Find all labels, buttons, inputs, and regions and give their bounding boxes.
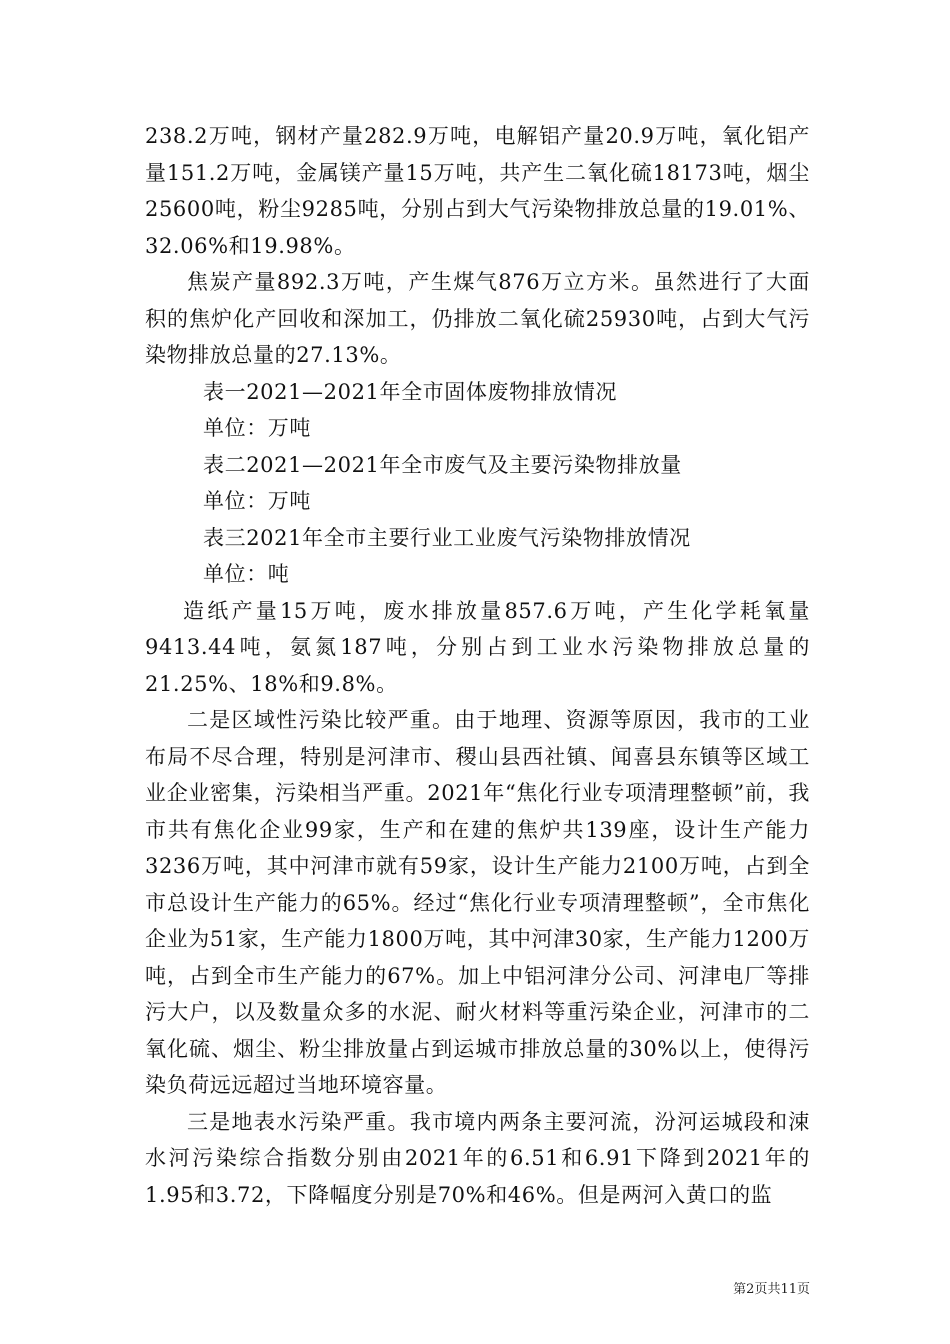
- table-3-caption: 表三2021年全市主要行业工业废气污染物排放情况: [203, 525, 691, 550]
- paragraph-regional-pollution: 二是区域性污染比较严重。由于地理、资源等原因，我市的工业布局不尽合理，特别是河津市、稷山县西社镇、闻喜县东镇等区域工业企业密集，污染相当严重。2021年“焦化行业专项清理整顿”前，我市共有焦化企业99家，生产和在建的焦炉共139座，设计生产能力3236万吨，其中河津市就有59家，设计生产能力2100万吨，占到全市总设计生产能力的65%。经过“焦化行业专项清理整顿”，全市焦化企业为51家，生产能力1800万吨，其中河津30家，生产能力1200万吨，占到全市生产能力的67%。加上中铝河津分公司、河津电厂等排污大户，以及数量众多的水泥、耐火材料等重污染企业，河津市的二氧化硫、烟尘、粉尘排放量占到运城市排放总量的30%以上，使得污染负荷远远超过当地环境容量。: [145, 708, 810, 1097]
- paragraph-paper-production: 造纸产量15万吨，废水排放量857.6万吨，产生化学耗氧量9413.44吨，氨氮187吨，分别占到工业水污染物排放总量的21.25%、18%和9.8%。: [145, 598, 810, 696]
- table-3-unit: 单位：吨: [203, 562, 290, 586]
- table-2-caption: 表二2021—2021年全市废气及主要污染物排放量: [203, 452, 682, 477]
- paragraph-surface-water: 三是地表水污染严重。我市境内两条主要河流，汾河运城段和涑水河污染综合指数分别由2021年的6.51和6.91下降到2021年的1.95和3.72，下降幅度分别是70%和46%。但是两河入黄口的监: [145, 1109, 810, 1207]
- paragraph-production-continued: 238.2万吨，钢材产量282.9万吨，电解铝产量20.9万吨，氧化铝产量151.2万吨，金属镁产量15万吨，共产生二氧化硫18173吨，烟尘25600吨，粉尘9285吨，分别占到大气污染物排放总量的19.01%、32.06%和19.98%。: [145, 124, 810, 258]
- table-2-unit: 单位：万吨: [203, 489, 311, 513]
- page-number-footer: 第2页共11页: [733, 1282, 810, 1297]
- paragraph-coke-production: 焦炭产量892.3万吨，产生煤气876万立方米。虽然进行了大面积的焦炉化产回收和深加工，仍排放二氧化硫25930吨，占到大气污染物排放总量的27.13%。: [145, 270, 810, 367]
- table-1-caption: 表一2021—2021年全市固体废物排放情况: [203, 379, 618, 404]
- body-text: [145, 118, 810, 1213]
- table-1-unit: 单位：万吨: [203, 416, 311, 440]
